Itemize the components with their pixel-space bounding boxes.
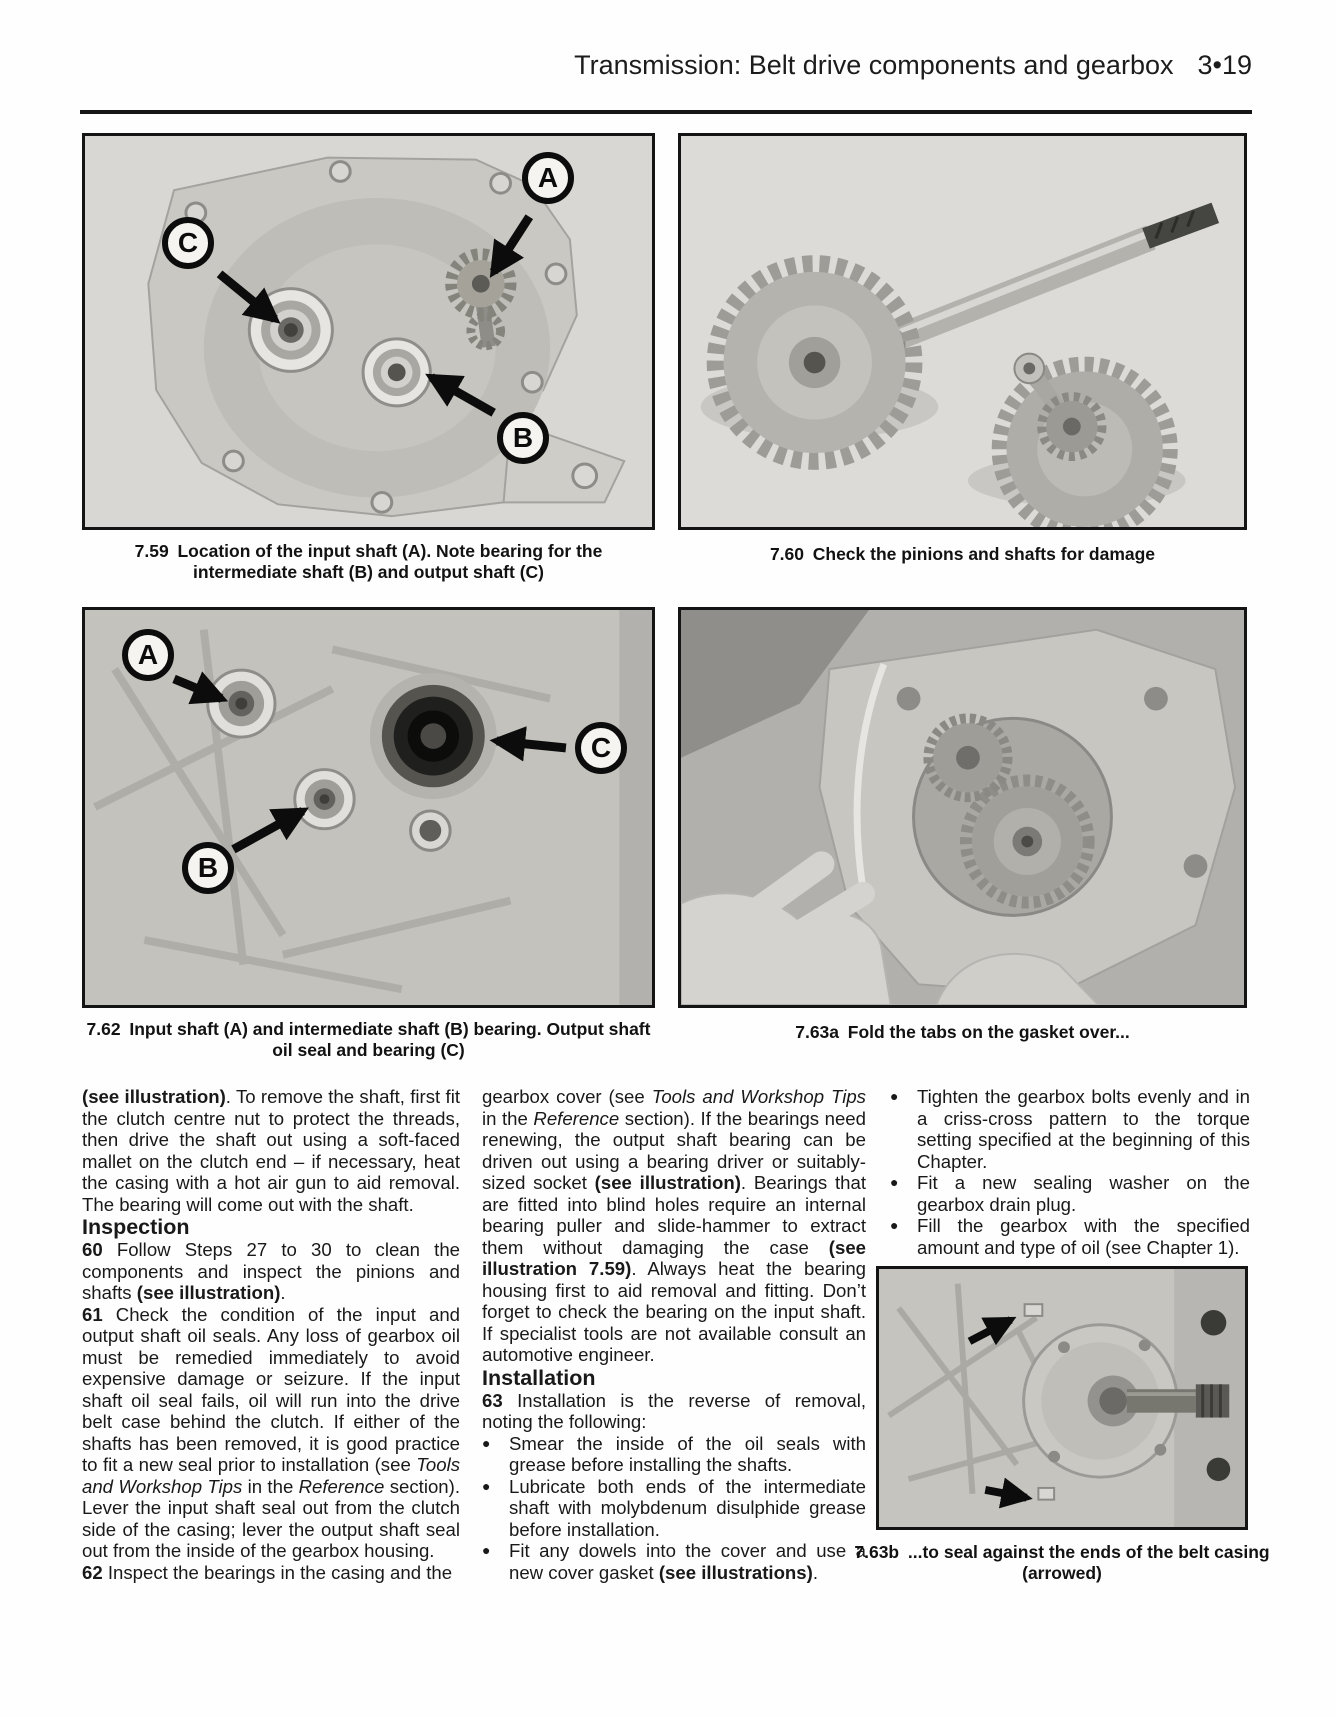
label-c-badge [575, 722, 627, 774]
text-run: Tools and Workshop Tips [82, 1454, 460, 1497]
bullet-text: Fill the gearbox with the specified amount and type of oil (see Chapter 1). [917, 1215, 1250, 1258]
figure-7-63a [678, 607, 1247, 1008]
paragraph [482, 1390, 866, 1433]
bullet-item [482, 1433, 866, 1476]
page-number: 3•19 [1197, 50, 1252, 80]
page-header [80, 48, 1252, 82]
text-run: in the [242, 1475, 299, 1497]
text-run: . [812, 1561, 818, 1583]
text-run: (see illustration) [82, 1086, 226, 1107]
text-column-1 [82, 1086, 460, 1583]
text-run: (see illustration) [594, 1172, 741, 1193]
bullet-item [890, 1086, 1250, 1172]
step-number: 62 [82, 1561, 103, 1583]
text-run: section). Lever the input shaft seal out from the clutch side of the casing; lever the output shaft seal out from the inside of the gearbox housing. [82, 1475, 460, 1561]
figure-7-63a-caption: 7.63a Fold the tabs on the gasket over... [795, 1022, 1130, 1042]
text-column-2 [482, 1086, 866, 1583]
paragraph [82, 1086, 460, 1215]
bullet-icon: ● [890, 1174, 899, 1190]
label-b: B [197, 852, 219, 883]
text-run: in the [482, 1107, 534, 1129]
text-run: (see illustrations) [658, 1561, 813, 1583]
page-title: Transmission: Belt drive components and gearbox [574, 50, 1174, 80]
text-run: . Always heat the bearing housing first to aid removal and fitting. Don’t forget to check the bearing on the input shaft. If specialist tools are not available consult an automotive engineer. [482, 1258, 867, 1365]
bullet-icon: ● [890, 1088, 899, 1104]
text-column-3 [890, 1086, 1250, 1258]
text-run: Follow Steps 27 to 30 to clean the components and inspect the pinions and shafts [82, 1239, 460, 1303]
label-b-badge [497, 412, 549, 464]
label-c: C [590, 732, 612, 763]
text-run: Fit any dowels into the cover and use a new cover gasket [509, 1540, 866, 1583]
text-run: . [280, 1282, 286, 1303]
bullet-text [509, 1540, 866, 1583]
bullet-icon: ● [890, 1217, 899, 1233]
header-rule [80, 110, 1252, 114]
bullet-icon: ● [482, 1477, 491, 1494]
figure-7-62 [82, 607, 655, 1008]
step-number: 63 [482, 1389, 503, 1411]
output-shaft-bearing [249, 289, 332, 372]
figure-7-60 [678, 133, 1247, 530]
input-shaft-bearing [208, 670, 275, 737]
figure-7-63b [876, 1266, 1248, 1530]
text-run: Inspect the bearings in the casing and the [102, 1561, 453, 1583]
label-a: A [137, 639, 159, 670]
figure-7-62-caption: 7.62 Input shaft (A) and intermediate shaft (B) bearing. Output shaft oil seal and bearing (C) [86, 1019, 651, 1060]
text-run: Reference [533, 1107, 620, 1129]
bolt-head [1207, 1458, 1231, 1481]
label-a-badge [522, 152, 574, 204]
step-number: 60 [82, 1239, 103, 1260]
text-run: Installation is the reverse of removal, noting the following: [482, 1389, 866, 1432]
bullet-icon: ● [482, 1542, 491, 1558]
bullet-text: Smear the inside of the oil seals with grease before installing the shafts. [509, 1432, 866, 1475]
label-c-badge [162, 217, 214, 269]
text-run: Tools and Workshop Tips [651, 1086, 866, 1107]
figure-7-60-caption: 7.60 Check the pinions and shafts for damage [769, 544, 1156, 564]
text-run: (see illustration 7.59) [482, 1236, 866, 1279]
section-heading-inspection: Inspection [82, 1215, 190, 1239]
intermediate-shaft-bearing [295, 770, 354, 829]
label-b-badge [182, 842, 234, 894]
text-run: Reference [298, 1475, 385, 1497]
gasket-fitting-photo [681, 610, 1244, 1005]
label-c: C [177, 227, 199, 258]
paragraph [82, 1304, 460, 1562]
pinions-and-shaft-photo [681, 136, 1244, 527]
casing-bearings-photo [85, 610, 652, 1005]
section-heading-installation: Installation [482, 1365, 596, 1390]
paragraph [82, 1562, 460, 1584]
bullet-icon: ● [482, 1434, 491, 1451]
paragraph [82, 1239, 460, 1304]
bullet-item [482, 1476, 866, 1541]
bolt-head [1201, 1310, 1227, 1335]
bullet-item [482, 1540, 866, 1583]
text-run: (see illustration) [136, 1282, 281, 1303]
bullet-text: Tighten the gearbox bolts evenly and in a criss-cross pattern to the torque setting specified at the beginning of this Chapter. [917, 1086, 1250, 1172]
text-run: Check the condition of the input and output shaft oil seals. Any loss of gearbox oil must be remedied immediately to avoid expensive damage or seizure. If the input shaft oil seal fails, oil will run into the drive belt case behind the clutch. If either of the shafts has been removed, it is good practice to fit a new seal prior to installation (see [82, 1303, 460, 1475]
text-run: section). If the bearings need renewing, the output shaft bearing can be driven out using a bearing driver or suitably-sized socket [482, 1107, 866, 1193]
label-a-badge [122, 629, 174, 681]
text-run: . To remove the shaft, first fit the clutch centre nut to protect the threads, then drive the shaft out using a soft-faced mallet on the clutch end – if necessary, heat the casing with a hot air gun to aid removal. The bearing will come out with the shaft. [82, 1086, 460, 1215]
intermediate-shaft-bearing [363, 339, 430, 406]
text-run: gearbox cover (see [482, 1086, 652, 1107]
text-run: . Bearings that are fitted into blind holes require an internal bearing puller and slide-hammer to extract them without damaging the case [482, 1172, 866, 1258]
bullet-item [890, 1215, 1250, 1258]
belt-casing-seal-photo [879, 1269, 1245, 1527]
bullet-text: Fit a new sealing washer on the gearbox drain plug. [917, 1172, 1250, 1215]
label-b: B [512, 422, 534, 453]
paragraph [482, 1086, 866, 1366]
label-a: A [537, 162, 559, 193]
bullet-item [890, 1172, 1250, 1215]
bullet-text: Lubricate both ends of the intermediate shaft with molybdenum disulphide grease before installation. [509, 1475, 866, 1540]
figure-7-59-caption: 7.59 Location of the input shaft (A). Note bearing for the intermediate shaft (B) and output shaft (C) [134, 541, 603, 582]
figure-7-63b-caption: 7.63b ...to seal against the ends of the belt casing (arrowed) [854, 1542, 1270, 1583]
figure-7-59 [82, 133, 655, 530]
step-number: 61 [82, 1303, 103, 1325]
